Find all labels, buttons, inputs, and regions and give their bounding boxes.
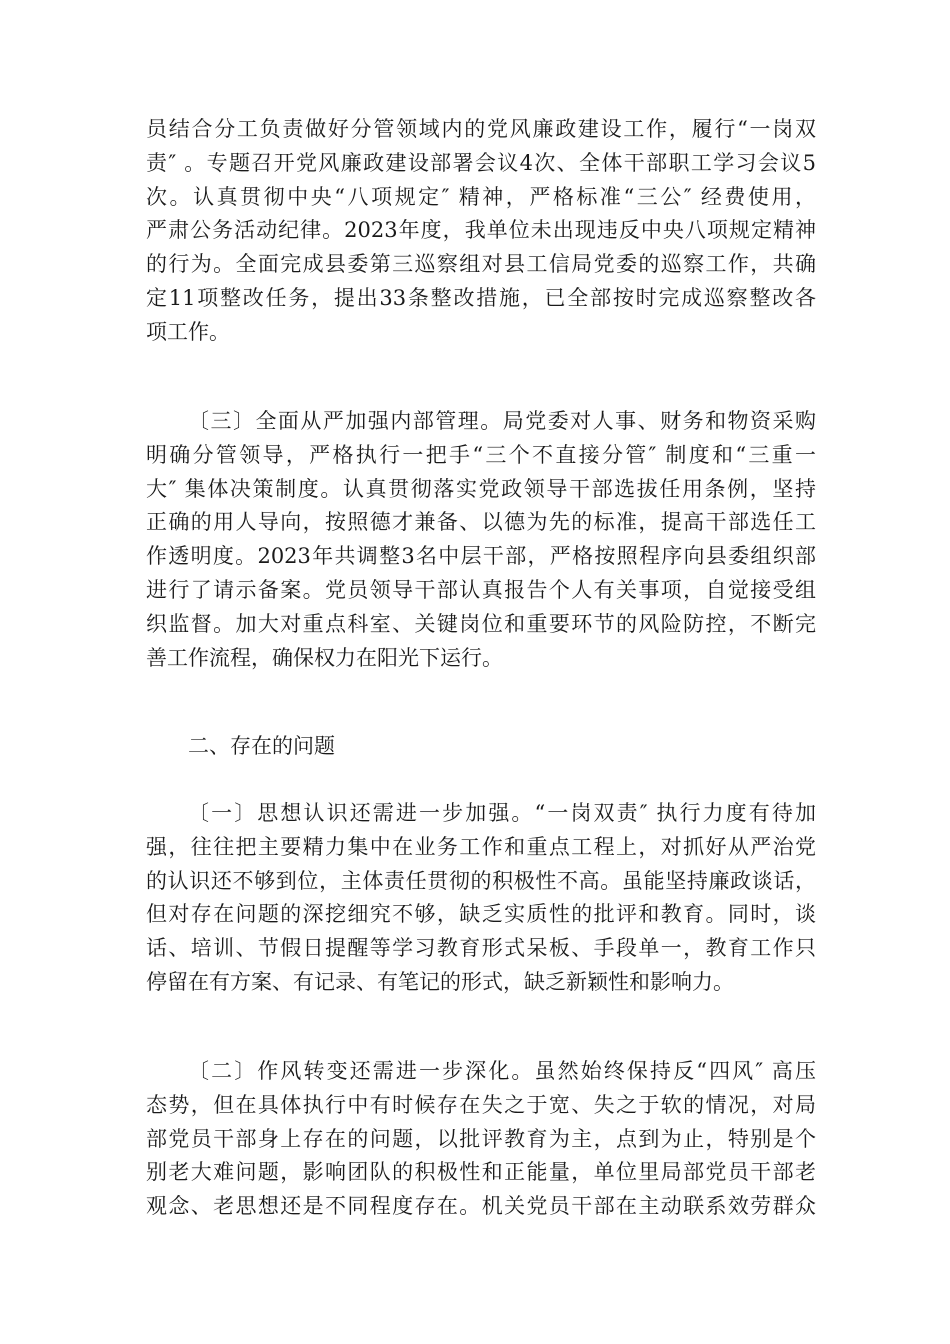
text-line: 的行为。全面完成县委第三巡察组对县工信局党委的巡察工作，共确 xyxy=(146,252,816,277)
text-line: 〔三〕全面从严加强内部管理。局党委对人事、财务和物资采购 xyxy=(188,409,816,433)
text-line: 别老大难问题，影响团队的积极性和正能量，单位里局部党员干部老 xyxy=(146,1160,816,1185)
text-line: 强，往往把主要精力集中在业务工作和重点工程上，对抓好从严治党 xyxy=(146,834,816,859)
text-line: 〔二〕作风转变还需进一步深化。虽然始终保持反“四风″ 高压 xyxy=(188,1059,816,1083)
text-line: 停留在有方案、有记录、有笔记的形式，缺乏新颖性和影响力。 xyxy=(146,969,734,994)
text-line: 严肃公务活动纪律。2023年度，我单位未出现违反中央八项规定精神 xyxy=(146,218,816,243)
text-line: 态势，但在具体执行中有时候存在失之于宽、失之于软的情况，对局 xyxy=(146,1092,816,1117)
text-line: 部党员干部身上存在的问题，以批评教育为主，点到为止，特别是个 xyxy=(146,1126,816,1151)
text-line: 善工作流程，确保权力在阳光下运行。 xyxy=(146,645,503,670)
text-line: 话、培训、节假日提醒等学习教育形式呆板、手段单一，教育工作只 xyxy=(146,936,816,961)
text-line: 正确的用人导向，按照德才兼备、以德为先的标准，提高干部选任工 xyxy=(146,510,816,535)
text-line: 织监督。加大对重点科室、关键岗位和重要环节的风险防控，不断完 xyxy=(146,611,816,636)
paragraph-ideological-awareness xyxy=(146,797,816,1000)
paragraph-work-style xyxy=(146,1055,816,1224)
paragraph-internal-management xyxy=(146,405,816,675)
section-heading xyxy=(146,730,816,764)
text-line: 的认识还不够到位，主体责任贯彻的积极性不高。虽能坚持廉政谈话， xyxy=(146,868,816,893)
text-line: 作透明度。2023年共调整3名中层干部，严格按照程序向县委组织部 xyxy=(146,544,816,569)
text-line: 观念、老思想还是不同程度存在。机关党员干部在主动联系效劳群众 xyxy=(146,1194,816,1219)
text-line: 大″ 集体决策制度。认真贯彻落实党政领导干部选拔任用条例，坚持 xyxy=(146,476,816,501)
text-line: 次。认真贯彻中央“八项规定″ 精神，严格标准“三公″ 经费使用， xyxy=(146,184,816,209)
paragraph-continuation xyxy=(146,113,816,350)
text-line: 员结合分工负责做好分管领域内的党风廉政建设工作，履行“一岗双 xyxy=(146,117,816,141)
text-line: 定11项整改任务，提出33条整改措施，已全部按时完成巡察整改各 xyxy=(146,285,816,310)
text-line: 明确分管领导，严格执行一把手“三个不直接分管″ 制度和“三重一 xyxy=(146,442,816,467)
text-line: 但对存在问题的深挖细究不够，缺乏实质性的批评和教育。同时，谈 xyxy=(146,902,816,927)
section-heading-text: 二、存在的问题 xyxy=(188,734,335,758)
text-line: 〔一〕思想认识还需进一步加强。“一岗双责″ 执行力度有待加 xyxy=(188,801,816,825)
text-line: 进行了请示备案。党员领导干部认真报告个人有关事项，自觉接受组 xyxy=(146,577,816,602)
text-line: 责″ 。专题召开党风廉政建设部署会议4次、全体干部职工学习会议5 xyxy=(146,150,816,175)
text-line: 项工作。 xyxy=(146,319,230,344)
